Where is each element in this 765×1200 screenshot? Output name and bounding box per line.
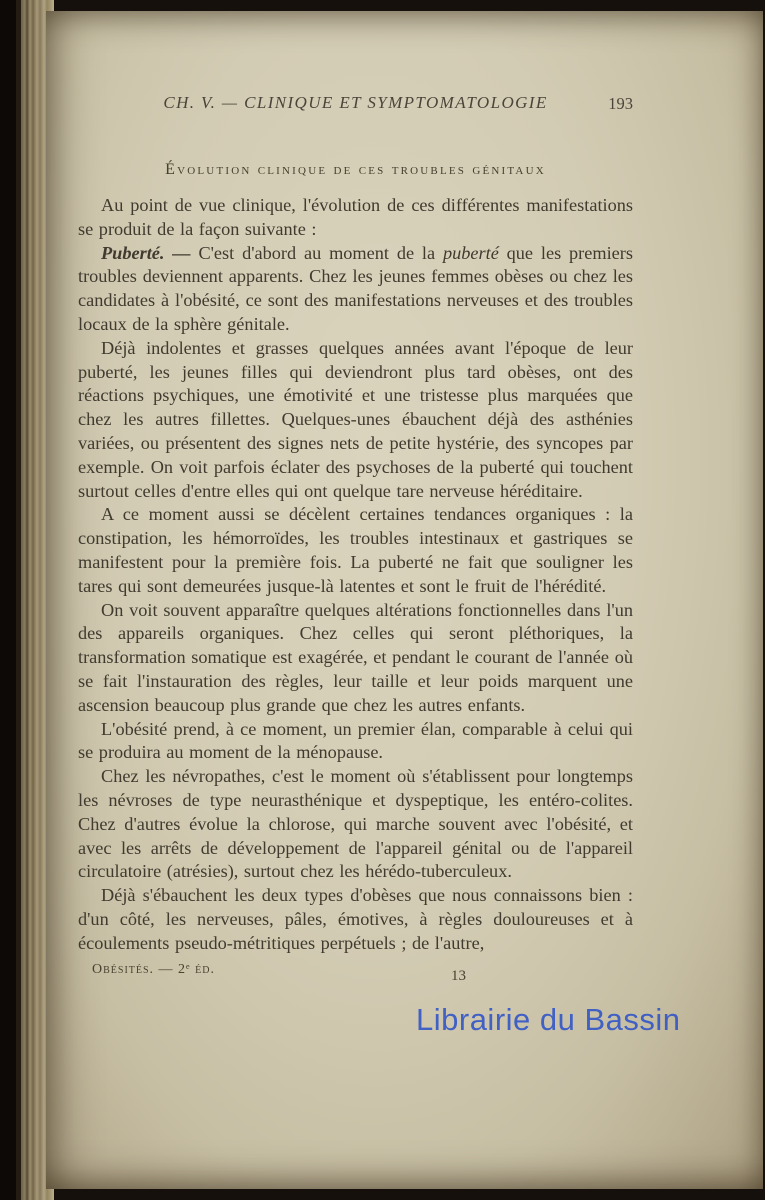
page-number: 193: [608, 94, 633, 113]
page-header: [78, 93, 633, 117]
text-block: [78, 194, 633, 956]
paragraph: [78, 765, 633, 884]
paragraph: [78, 718, 633, 766]
text-run: puberté: [442, 242, 499, 263]
text-run: Au point de vue clinique, l'évolution de ces différentes manifestations se produit de la façon suivante :: [78, 195, 633, 239]
page-footer: [78, 962, 633, 984]
text-run: Déjà indolentes et grasses quelques années avant l'époque de leur puberté, les jeunes filles qui deviendront plus tard obèses, ont des réactions psychiques, une émotivité et une tristesse plus marquées que chez les autres fillettes. Quelques-unes ébauchent déjà des asthénies variées, ou présentent des signes nets de petite hystérie, des syncopes par exemple. On voit parfois éclater des psychoses de la puberté qui touchent surtout celles d'entre elles qui ont quelque tare nerveuse héréditaire.: [78, 337, 633, 501]
bookseller-watermark: Librairie du Bassin: [416, 1002, 681, 1037]
paragraph: [78, 884, 633, 955]
text-run: Puberté. —: [101, 242, 199, 263]
paragraph: [78, 503, 633, 598]
text-run: L'obésité prend, à ce moment, un premier élan, comparable à celui qui se produira au moment de la ménopause.: [78, 718, 633, 763]
paragraph: [78, 194, 633, 242]
signature-number: 13: [451, 967, 466, 984]
paragraph: [78, 337, 633, 504]
text-run: Déjà s'ébauchent les deux types d'obèses que nous connaissons bien : d'un côté, les nerveuses, pâles, émotives, à règles douloureuses et à écoulements pseudo-métritiques perpétuels ; de l'autre,: [78, 885, 633, 953]
text-run: Chez les névropathes, c'est le moment où s'établissent pour longtemps les névroses de type neurasthénique et dyspeptique, les entéro-colites. Chez d'autres évolue la chlorose, qui marche souvent avec l'obésité, et avec les arrêts de développement de l'appareil génital ou de l'appareil circulatoire (atrésies), surtout chez les hérédo-tuberculeux.: [78, 766, 633, 882]
edition-note: Obésités. — 2ᵉ éd.: [92, 961, 215, 977]
paragraph: [78, 599, 633, 718]
paragraph: [78, 242, 633, 337]
text-run: C'est d'abord au moment de la: [198, 242, 443, 263]
text-run: A ce moment aussi se décèlent certaines tendances organiques : la constipation, les hémorroïdes, les troubles intestinaux et gastriques se manifestent pour la première fois. La puberté ne fait que souligner les tares qui sont demeurées jusque-là latentes et sont le fruit de l'hérédité.: [78, 504, 633, 596]
text-run: On voit souvent apparaître quelques altérations fonctionnelles dans l'un des appareils organiques. Chez celles qui seront pléthoriques, la transformation somatique est exagérée, et pendant le courant de l'année où se fait l'instauration des règles, leur taille et leur poids marquent une ascension beaucoup plus grande que chez les autres enfants.: [78, 599, 633, 715]
text-run: que les premiers troubles deviennent apparents. Chez les jeunes femmes obèses ou chez les candidates à l'obésité, ce sont des manifestations nerveuses et des troubles locaux de la sphère génitale.: [78, 242, 633, 334]
running-title: CH. V. — CLINIQUE ET SYMPTOMATOLOGIE: [163, 93, 548, 112]
section-heading: Évolution clinique de ces troubles génitaux: [165, 161, 546, 178]
